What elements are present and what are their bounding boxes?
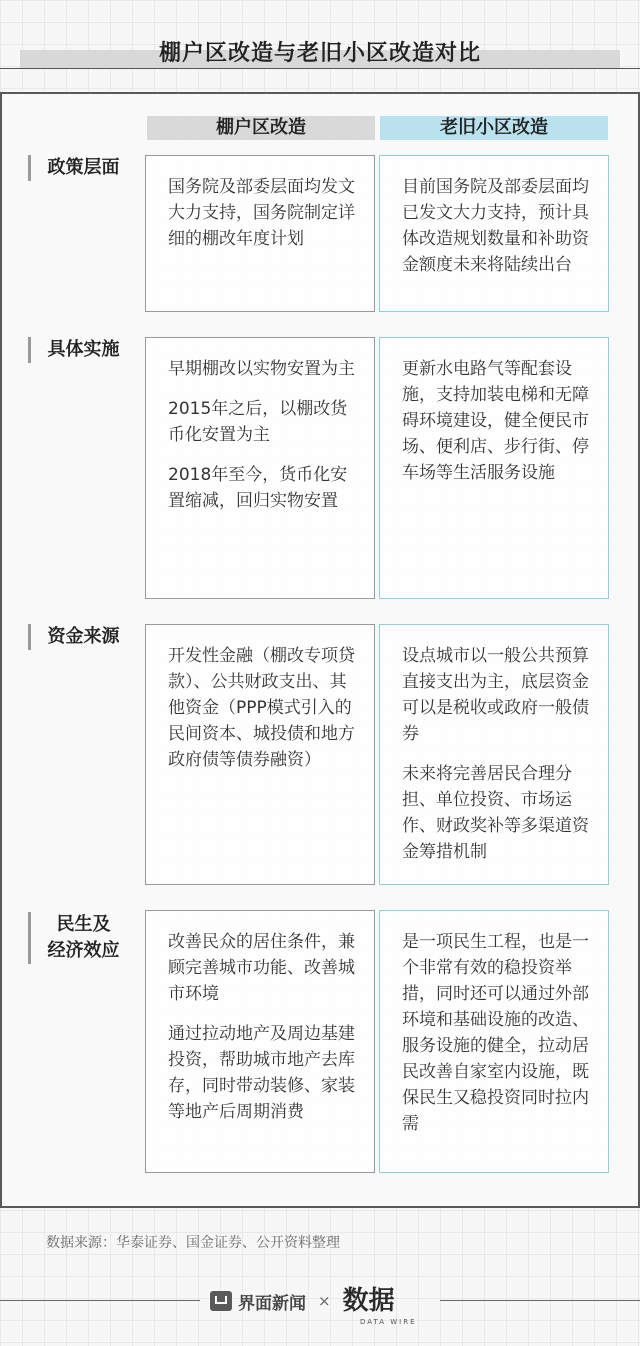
cell-policy-old-community [379,155,609,312]
row-label-implementation: 具体实施 [28,337,134,363]
cell-funding-shantytown [145,624,375,885]
data-source-note: 数据来源：华泰证券、国金证券、公开资料整理 [46,1235,340,1251]
cell-text: 改善民众的居住条件，兼顾完善城市功能、改善城市环境 [168,932,355,1004]
cell-text: 早期棚改以实物安置为主 [168,359,355,379]
cell-text: 未来将完善居民合理分担、单位投资、市场运作、财政奖补等多渠道资金筹措机制 [402,764,589,862]
row-label-effects-line2: 经济效应 [47,940,120,961]
cell-implementation-shantytown [145,337,375,599]
row-label-effects-line1: 民生及 [56,914,111,935]
cell-text: 通过拉动地产及周边基建投资，帮助城市地产去库存，同时带动装修、家装等地产后周期消费 [168,1024,355,1122]
datawire-logo: 数据 [342,1286,395,1316]
row-label-effects [28,912,134,964]
title-underline [0,68,640,69]
row-label-funding: 资金来源 [28,624,134,650]
cell-effects-shantytown [145,910,375,1173]
cell-text: 是一项民生工程，也是一个非常有效的稳投资举措，同时还可以通过外部环境和基础设施的改造、服务设施的健全，拉动居民改善自家室内设施，既保民生又稳投资同时拉内需 [402,932,589,1134]
cell-funding-old-community [379,624,609,885]
footer-divider-left [0,1300,200,1301]
cell-text: 开发性金融（棚改专项贷款）、公共财政支出、其他资金（PPP模式引入的民间资本、城投债和地方政府债等债券融资） [168,646,355,770]
brand-separator: × [318,1292,331,1310]
column-header-shantytown: 棚户区改造 [147,116,375,140]
cell-text: 更新水电路气等配套设施，支持加装电梯和无障碍环境建设，健全便民市场、便利店、步行街、停车场等生活服务设施 [402,359,589,483]
cell-text: 设点城市以一般公共预算直接支出为主，底层资金可以是税收或政府一般债券 [402,646,589,744]
cell-text: 2015年之后，以棚改货币化安置为主 [168,399,348,445]
column-header-old-community: 老旧小区改造 [380,116,608,140]
footer-brand [210,1288,395,1314]
cell-text: 国务院及部委层面均发文大力支持，国务院制定详细的棚改年度计划 [168,177,355,249]
cell-effects-old-community [379,910,609,1173]
footer-divider-right [440,1300,640,1301]
cell-text: 2018年至今，货币化安置缩减，回归实物安置 [168,465,348,511]
page-title: 棚户区改造与老旧小区改造对比 [158,41,481,66]
brand-name: 界面新闻 [238,1293,306,1314]
cell-implementation-old-community [379,337,609,599]
jiemian-logo-icon [210,1291,232,1311]
row-label-policy: 政策层面 [28,155,134,181]
cell-policy-shantytown [145,155,375,312]
cell-text: 目前国务院及部委层面均已发文大力支持，预计具体改造规划数量和补助资金额度未来将陆续出台 [402,177,589,275]
datawire-logo-subtitle: DATA WIRE [360,1318,417,1326]
